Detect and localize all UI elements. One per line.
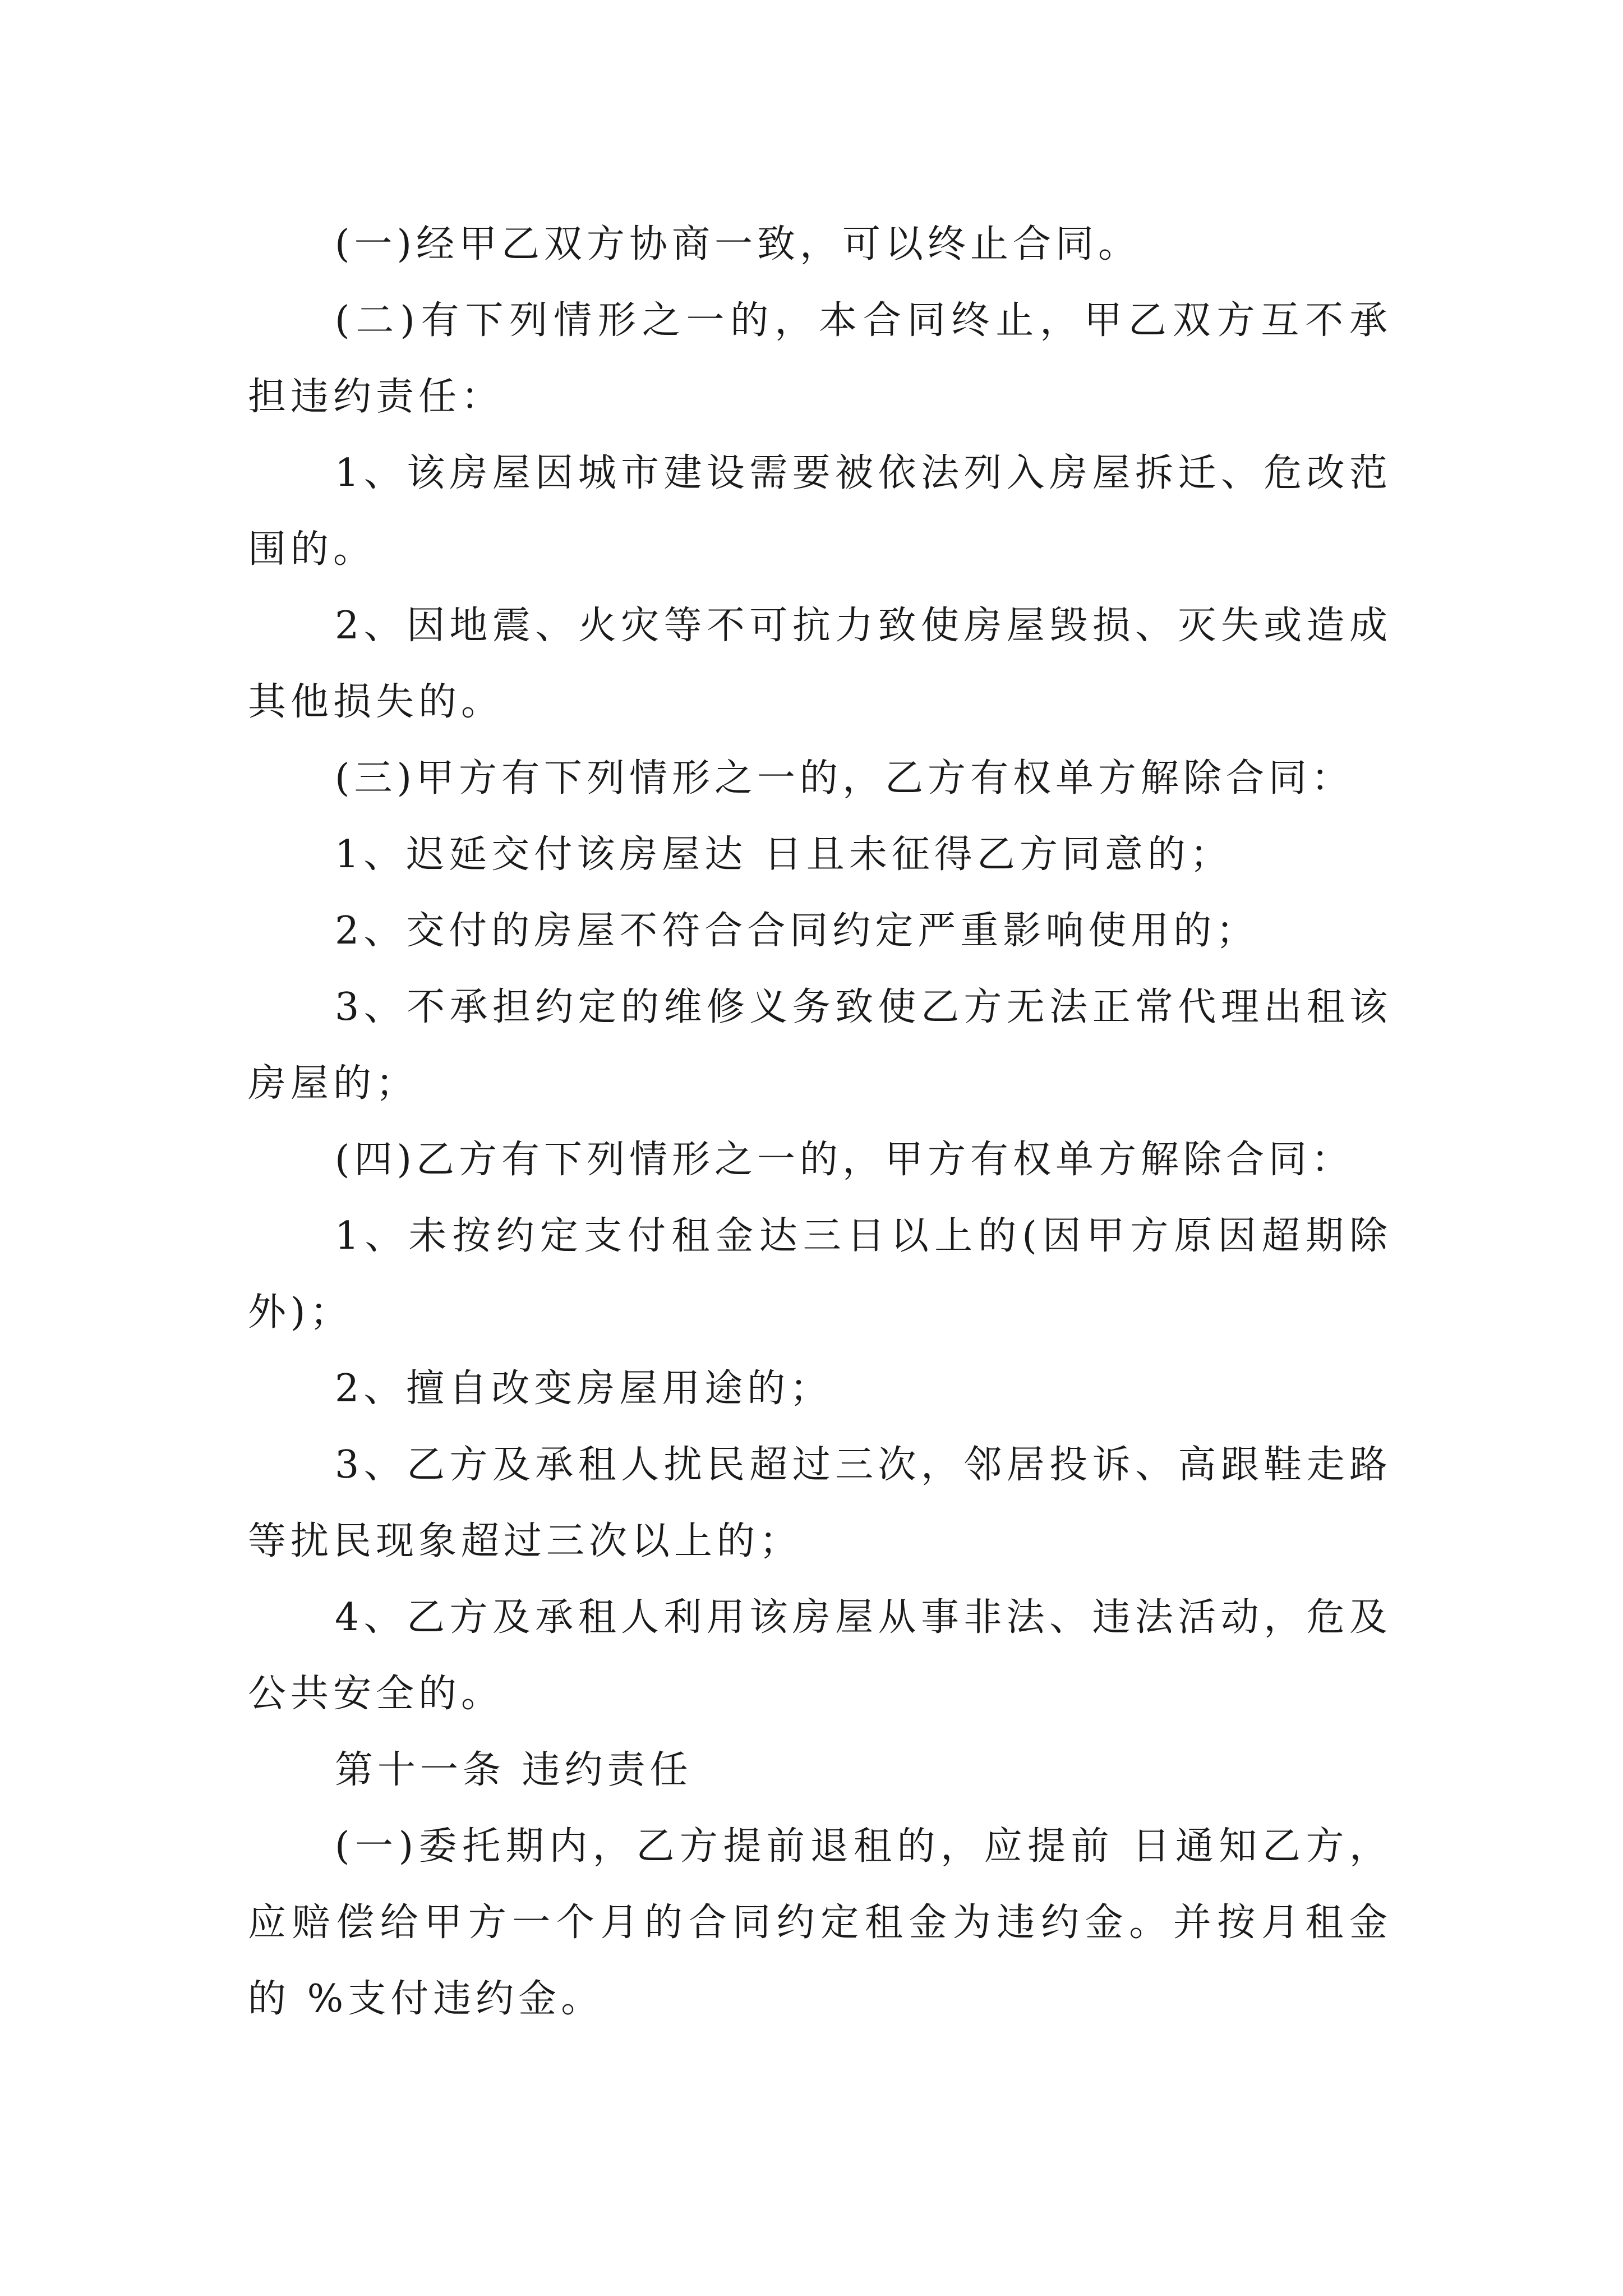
paragraph-item-nonconforming-house: 2、交付的房屋不符合合同约定严重影响使用的；: [335, 909, 1259, 953]
paragraph-item-unpaid-rent: 1、未按约定支付租金达三日以上的(因甲方原因超期除外)；: [248, 1214, 1392, 1335]
paragraph-termination-by-agreement: (一)经甲乙双方协商一致，可以终止合同。: [335, 222, 1141, 266]
paragraph-party-a-breach: (三)甲方有下列情形之一的，乙方有权单方解除合同：: [335, 756, 1354, 800]
section-heading-article-11: 第十一条 违约责任: [335, 1748, 693, 1792]
paragraph-early-termination-penalty: (一)委托期内，乙方提前退租的，应提前 日通知乙方，应赔偿给甲方一个月的合同约定租金为违约金。并按月租金的 %支付违约金。: [248, 1824, 1392, 2021]
paragraph-party-b-breach: (四)乙方有下列情形之一的，甲方有权单方解除合同：: [335, 1138, 1354, 1182]
paragraph-item-force-majeure: 2、因地震、火灾等不可抗力致使房屋毁损、灭失或造成其他损失的。: [248, 604, 1392, 724]
paragraph-item-change-of-use: 2、擅自改变房屋用途的；: [335, 1366, 833, 1411]
paragraph-item-demolition: 1、该房屋因城市建设需要被依法列入房屋拆迁、危改范围的。: [248, 451, 1392, 572]
paragraph-item-maintenance-duty: 3、不承担约定的维修义务致使乙方无法正常代理出租该房屋的；: [248, 985, 1392, 1106]
paragraph-item-disturbance: 3、乙方及承租人扰民超过三次，邻居投诉、高跟鞋走路等扰民现象超过三次以上的；: [248, 1443, 1392, 1563]
paragraph-item-late-delivery: 1、迟延交付该房屋达 日且未征得乙方同意的；: [335, 832, 1233, 877]
paragraph-termination-conditions: (二)有下列情形之一的，本合同终止，甲乙双方互不承担违约责任：: [248, 298, 1392, 419]
paragraph-item-illegal-activity: 4、乙方及承租人利用该房屋从事非法、违法活动，危及公共安全的。: [248, 1595, 1392, 1716]
